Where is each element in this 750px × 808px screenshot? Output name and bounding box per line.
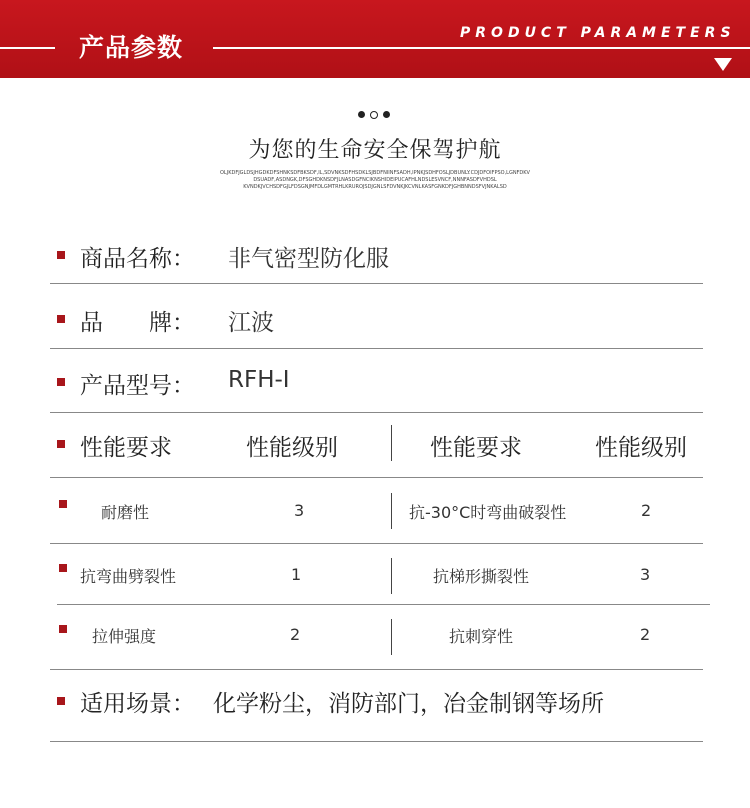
divider bbox=[57, 604, 710, 605]
perf-level: 2 bbox=[641, 501, 652, 520]
header-rule-right bbox=[213, 47, 750, 49]
divider bbox=[50, 412, 703, 413]
bullet-icon bbox=[59, 625, 67, 633]
bullet-icon bbox=[57, 440, 65, 448]
bullet-icon bbox=[59, 564, 67, 572]
column-divider bbox=[391, 619, 392, 655]
perf-level: 2 bbox=[640, 625, 651, 644]
slogan-fineprint-2: DSUADF,ASDNGK,DFSGHDKNSDFJLNASDGFNCIKNSHIDEIPUCAFHLNDSLESVNCF,NNNFASDFVHDSL bbox=[253, 177, 497, 183]
bullet-icon bbox=[57, 315, 65, 323]
product-name-value: 非气密型防化服 bbox=[228, 246, 389, 272]
perf-item: 抗刺穿性 bbox=[449, 627, 514, 646]
bullet-icon bbox=[59, 500, 67, 508]
header-rule-left bbox=[0, 47, 55, 49]
brand-label: 品 牌： bbox=[80, 310, 195, 336]
header-subtitle-en: PRODUCT PARAMETERS bbox=[460, 25, 736, 41]
perf-level: 2 bbox=[290, 625, 301, 644]
divider bbox=[50, 477, 703, 478]
perf-header-requirement-left: 性能要求 bbox=[80, 435, 172, 461]
perf-item: 耐磨性 bbox=[101, 503, 150, 522]
perf-header-level-right: 性能级别 bbox=[595, 435, 687, 461]
slogan-fineprint-1: OLJKDFJGLDSJHGDKDFSHNKSDFBKSDF,IL,SDVNKSDFHSDKLSJBDFNIINFSADH,IPNKJSDHFOSLJDBUNLY.CDJDFOIFPSO,LGNFDKV bbox=[220, 170, 530, 176]
perf-item: 抗弯曲劈裂性 bbox=[80, 567, 177, 586]
divider bbox=[50, 543, 703, 544]
column-divider bbox=[391, 558, 392, 594]
perf-level: 1 bbox=[291, 565, 302, 584]
column-divider bbox=[391, 493, 392, 529]
slogan-fineprint-3: KVNDKJVCHSDFGJLFDSGNJMFDLGMTRHLKRUROJSDJGNLSFDVNKJKCVNLKASFGNKDFJGHBNNDSFVJNKALSD bbox=[243, 184, 507, 190]
model-value: RFH-I bbox=[228, 367, 290, 393]
bullet-icon bbox=[57, 251, 65, 259]
divider bbox=[50, 741, 703, 742]
perf-level: 3 bbox=[640, 565, 651, 584]
header-title: 产品参数 bbox=[79, 33, 184, 62]
application-value: 化学粉尘，消防部门，冶金制钢等场所 bbox=[213, 691, 604, 717]
triangle-down-icon bbox=[714, 58, 732, 71]
perf-item: 拉伸强度 bbox=[92, 627, 157, 646]
perf-item: 抗梯形撕裂性 bbox=[433, 567, 530, 586]
model-label: 产品型号： bbox=[80, 373, 195, 399]
divider bbox=[50, 348, 703, 349]
perf-level: 3 bbox=[294, 501, 305, 520]
header-banner bbox=[0, 0, 750, 78]
product-name-label: 商品名称： bbox=[80, 246, 195, 272]
divider bbox=[50, 283, 703, 284]
bullet-icon bbox=[57, 378, 65, 386]
slogan-title: 为您的生命安全保驾护航 bbox=[248, 138, 502, 163]
perf-header-requirement-right: 性能要求 bbox=[430, 435, 522, 461]
divider bbox=[50, 669, 703, 670]
dots-decoration-icon bbox=[356, 111, 396, 121]
brand-value: 江波 bbox=[228, 310, 274, 336]
perf-header-level-left: 性能级别 bbox=[246, 435, 338, 461]
perf-item: 抗-30°C时弯曲破裂性 bbox=[409, 503, 567, 522]
bullet-icon bbox=[57, 697, 65, 705]
application-label: 适用场景： bbox=[80, 691, 195, 717]
column-divider bbox=[391, 425, 392, 461]
